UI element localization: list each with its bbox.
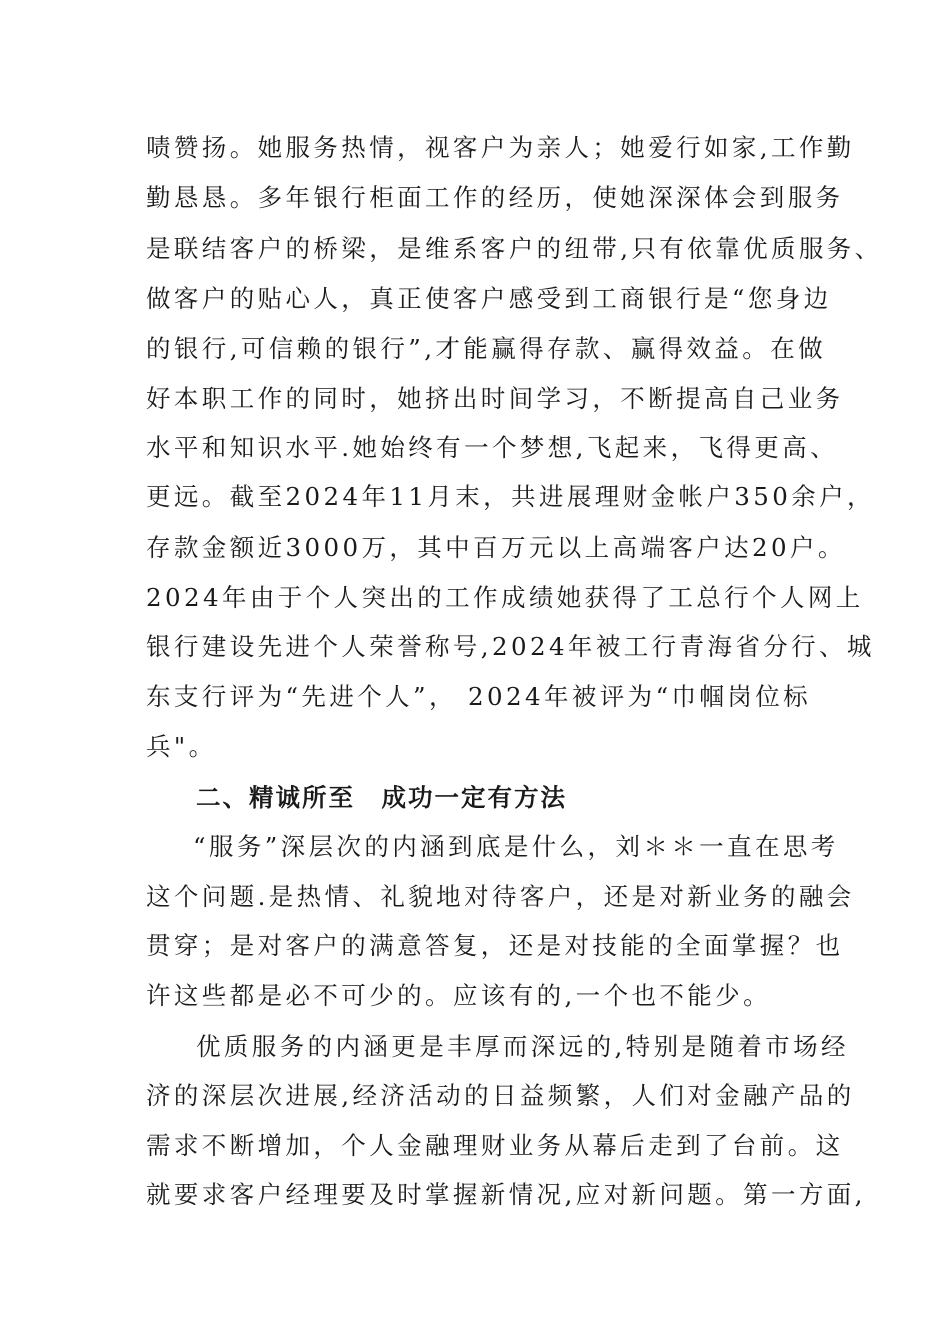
text-line: 银行建设先进个人荣誉称号,2024年被工行青海省分行、城 <box>146 632 875 661</box>
text-line: “服务”深层次的内涵到底是什么，刘＊＊一直在思考 <box>193 832 839 861</box>
text-line: 需求不断增加，个人金融理财业务从幕后走到了台前。这 <box>146 1131 844 1160</box>
section-heading: 二、精诚所至 成功一定有方法 <box>196 783 567 812</box>
text-line: 更远。截至2024年11月末，共进展理财金帐户350余户， <box>146 482 875 511</box>
text-line: 勤恳恳。多年银行柜面工作的经历，使她深深体会到服务 <box>146 183 844 212</box>
text-line: 兵"。 <box>146 732 217 761</box>
text-line: 许这些都是必不可少的。应该有的,一个也不能少。 <box>146 981 771 1010</box>
text-line: 水平和知识水平.她始终有一个梦想,飞起来，飞得更高、 <box>146 433 838 462</box>
text-line: 济的深层次进展,经济活动的日益频繁，人们对金融产品的 <box>146 1081 855 1110</box>
text-line: 东支行评为“先进个人”， 2024年被评为“巾帼岗位标 <box>146 682 812 711</box>
text-line: 啧赞扬。她服务热情，视客户为亲人；她爱行如家,工作勤 <box>146 133 855 162</box>
text-line: 的银行,可信赖的银行”,才能赢得存款、赢得效益。在做 <box>146 334 826 363</box>
text-line: 贯穿；是对客户的满意答复，还是对技能的全面掌握？也 <box>146 931 844 960</box>
text-line: 好本职工作的同时，她挤出时间学习，不断提高自己业务 <box>146 384 844 413</box>
text-line: 做客户的贴心人，真正使客户感受到工商银行是“您身边 <box>146 284 832 313</box>
text-line: 优质服务的内涵更是丰厚而深远的,特别是随着市场经 <box>196 1032 849 1061</box>
text-line: 这个问题.是热情、礼貌地对待客户，还是对新业务的融会 <box>146 882 855 911</box>
text-line: 是联结客户的桥梁，是维系客户的纽带,只有依靠优质服务、 <box>146 234 883 263</box>
text-line: 存款金额近3000万，其中百万元以上高端客户达20户。 <box>146 533 846 562</box>
text-line: 2024年由于个人突出的工作成绩她获得了工总行个人网上 <box>146 583 864 612</box>
text-line: 就要求客户经理要及时掌握新情况,应对新问题。第一方面, <box>146 1180 866 1209</box>
